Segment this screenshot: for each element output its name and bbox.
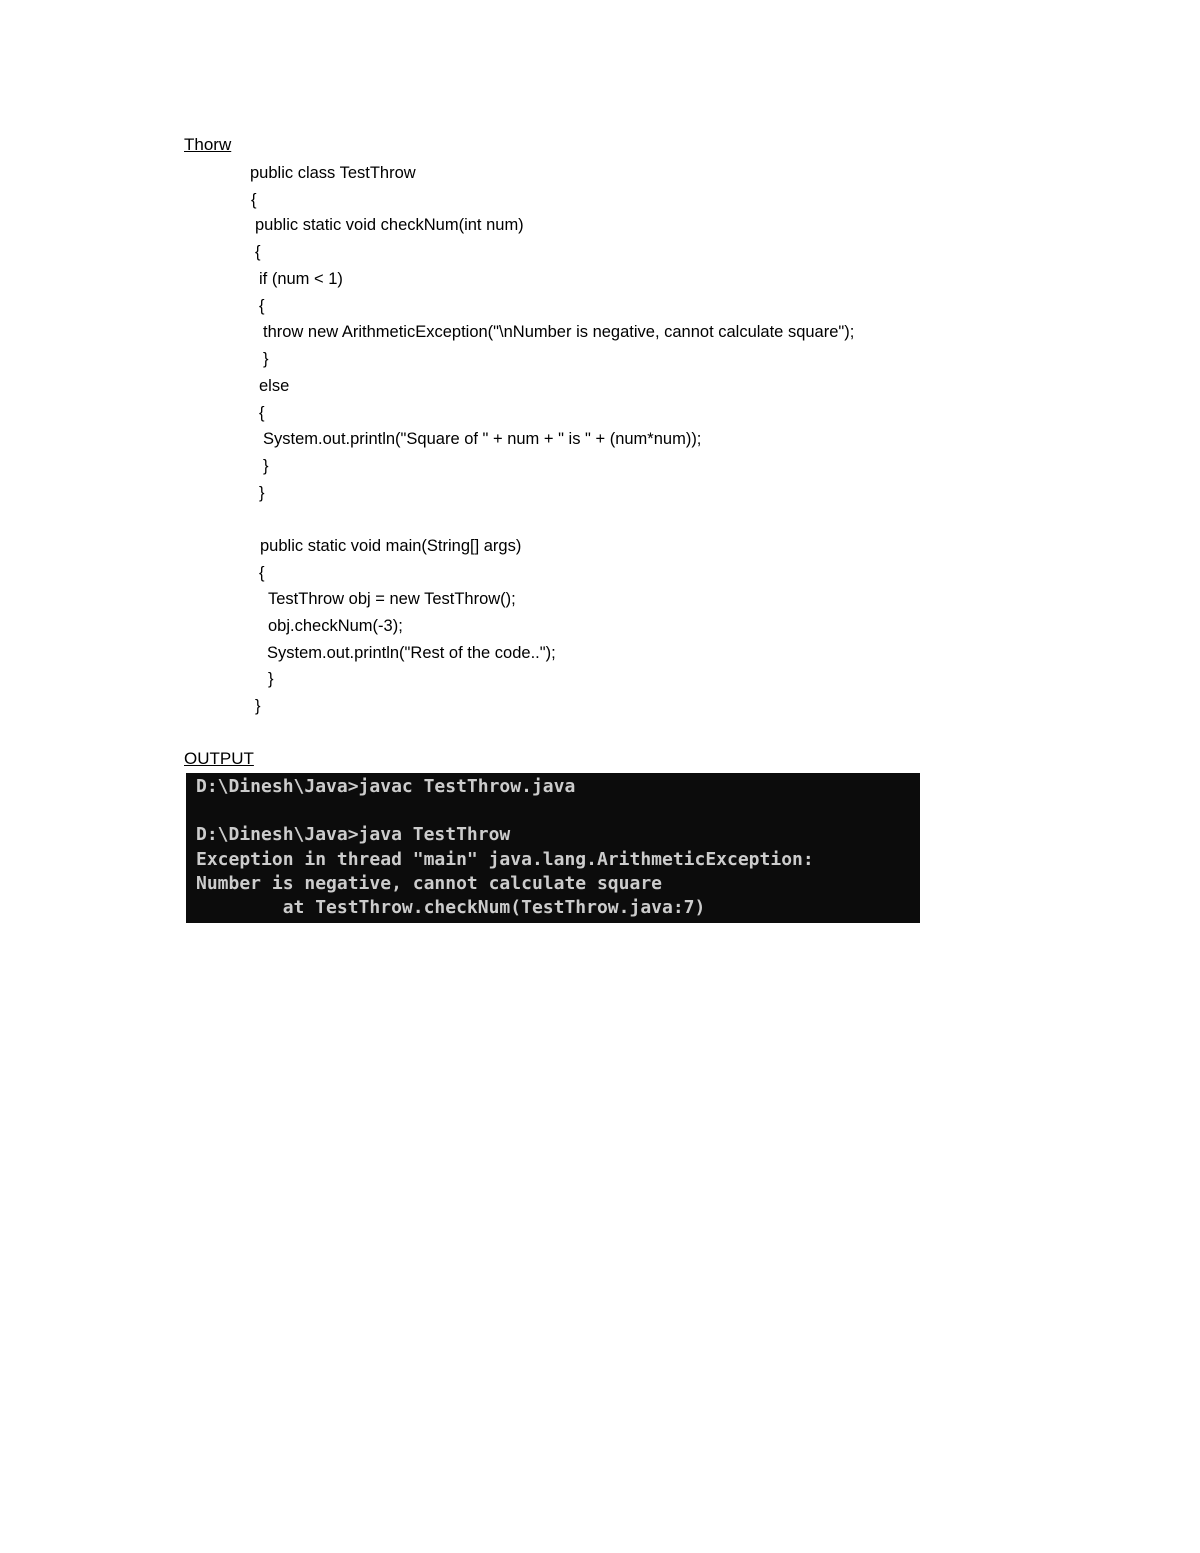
code-line: } bbox=[259, 484, 265, 502]
terminal-line: Exception in thread "main" java.lang.ArithmeticException: bbox=[196, 849, 814, 870]
code-line: System.out.println("Square of " + num + " is " + (num*num)); bbox=[263, 430, 702, 448]
code-line: { bbox=[259, 564, 265, 582]
terminal-line: Number is negative, cannot calculate square bbox=[196, 873, 662, 894]
code-line: { bbox=[259, 404, 265, 422]
code-line: public static void checkNum(int num) bbox=[255, 216, 524, 234]
code-line: else bbox=[259, 377, 290, 395]
code-line: TestThrow obj = new TestThrow(); bbox=[268, 590, 516, 608]
code-line: } bbox=[263, 457, 269, 475]
code-line: } bbox=[263, 350, 269, 368]
code-line: } bbox=[255, 697, 261, 715]
terminal-line: D:\Dinesh\Java>java TestThrow bbox=[196, 824, 511, 845]
code-line: { bbox=[255, 243, 261, 261]
code-line: throw new ArithmeticException("\nNumber is negative, cannot calculate square"); bbox=[263, 323, 855, 341]
code-line: { bbox=[259, 297, 265, 315]
code-line: public static void main(String[] args) bbox=[260, 537, 522, 555]
code-line: if (num < 1) bbox=[259, 270, 343, 288]
terminal-line: D:\Dinesh\Java>javac TestThrow.java bbox=[196, 776, 576, 797]
section-heading-output: OUTPUT bbox=[184, 749, 254, 768]
terminal-line: at TestThrow.checkNum(TestThrow.java:7) bbox=[196, 897, 706, 918]
code-line: public class TestThrow bbox=[250, 164, 416, 182]
code-line: System.out.println("Rest of the code.."); bbox=[267, 644, 556, 662]
code-line: { bbox=[251, 191, 257, 209]
code-line: obj.checkNum(-3); bbox=[268, 617, 403, 635]
section-heading-throw: Thorw bbox=[184, 135, 232, 154]
terminal-output-screenshot bbox=[186, 773, 920, 923]
code-line: } bbox=[268, 670, 274, 688]
